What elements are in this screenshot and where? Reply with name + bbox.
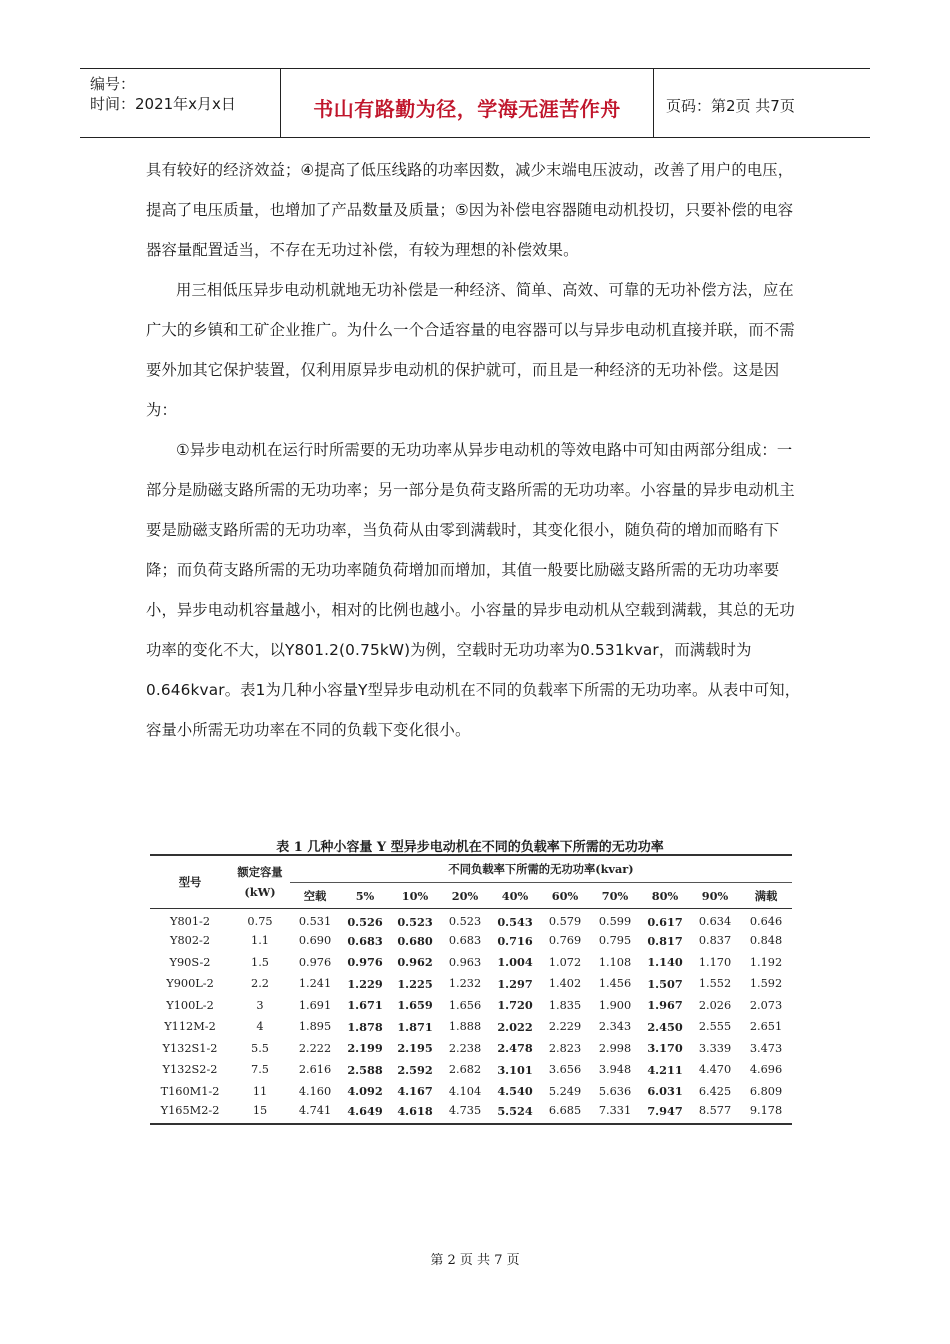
cell-value: 2.026 <box>698 998 732 1012</box>
cell-value: 0.523 <box>448 915 482 928</box>
cell-value: 0.526 <box>347 914 383 929</box>
cell-value: 1.671 <box>347 998 383 1013</box>
cell-value: 8.577 <box>690 1102 740 1124</box>
cell-model: Y802-2 <box>169 934 211 948</box>
col-header-rated-unit: (kW) <box>244 885 276 899</box>
load-header: 60% <box>540 883 590 909</box>
table-row <box>150 930 792 952</box>
load-header: 10% <box>390 883 440 909</box>
cell-value: 6.031 <box>647 1084 683 1099</box>
cell-value: 1.592 <box>749 977 783 991</box>
cell-value: 1.229 <box>347 976 383 991</box>
cell-value: 0.976 <box>298 955 332 969</box>
cell-value: 2.195 <box>397 1041 433 1056</box>
cell-value: 2.478 <box>497 1041 533 1056</box>
cell-value: 0.531 <box>298 915 332 928</box>
cell-value: 4.211 <box>647 1062 683 1077</box>
cell-rated: 11 <box>252 1084 268 1098</box>
table-row <box>150 1059 792 1081</box>
cell-value: 3.170 <box>647 1041 683 1056</box>
cell-rated: 0.75 <box>247 915 273 928</box>
cell-value: 4.470 <box>698 1063 732 1077</box>
cell-model: Y801-2 <box>169 915 211 928</box>
cell-model: Y100L-2 <box>166 998 214 1012</box>
cell-value: 2.073 <box>749 998 783 1012</box>
cell-model: Y132S2-2 <box>162 1063 218 1077</box>
cell-value: 1.871 <box>397 1019 433 1034</box>
cell-value: 4.160 <box>298 1084 332 1098</box>
cell-value: 1.835 <box>548 998 582 1012</box>
cell-value: 4.540 <box>497 1084 533 1099</box>
header-slogan: 书山有路勤为径，学海无涯苦作舟 <box>313 97 621 121</box>
cell-value: 1.507 <box>647 976 683 991</box>
cell-value: 0.817 <box>647 933 683 948</box>
cell-rated: 1.5 <box>251 955 269 969</box>
body-paragraph-3 <box>146 430 806 750</box>
load-header: 满载 <box>740 883 792 909</box>
table-row <box>150 952 792 974</box>
load-header: 70% <box>590 883 640 909</box>
cell-value: 0.769 <box>548 934 582 948</box>
cell-value: 0.962 <box>397 955 433 970</box>
cell-value: 5.249 <box>548 1084 582 1098</box>
cell-value: 0.617 <box>647 914 683 929</box>
cell-value: 0.680 <box>397 933 433 948</box>
cell-value: 3.339 <box>698 1041 732 1055</box>
cell-value: 4.649 <box>340 1102 390 1124</box>
cell-value: 1.659 <box>397 998 433 1013</box>
cell-value: 1.072 <box>548 955 582 969</box>
header-meta-cell <box>80 69 281 137</box>
paragraph-text: 具有较好的经济效益；④提高了低压线路的功率因数，减少末端电压波动，改善了用户的电压，提高了电压质量，也增加了产品数量及质量；⑤因为补偿电容器随电动机投切，只要补偿的电容器容量配置适当，不存在无功过补偿，有较为理想的补偿效果。 <box>146 161 794 259</box>
document-date-label: 时间：2021年x月x日 <box>90 95 236 113</box>
cell-value: 1.108 <box>598 955 632 969</box>
cell-value: 5.524 <box>490 1102 540 1124</box>
cell-value: 4.092 <box>347 1084 383 1099</box>
cell-model: Y132S1-2 <box>162 1041 218 1055</box>
table-row <box>150 1038 792 1060</box>
col-group-header-load: 不同负载率下所需的无功功率(kvar) <box>290 855 792 883</box>
cell-value: 0.716 <box>497 933 533 948</box>
cell-value: 4.104 <box>448 1084 482 1098</box>
cell-value: 2.199 <box>347 1041 383 1056</box>
cell-rated: 5.5 <box>251 1041 269 1055</box>
cell-value: 1.656 <box>448 998 482 1012</box>
table-row <box>150 995 792 1017</box>
cell-value: 2.238 <box>448 1041 482 1055</box>
cell-model: Y112M-2 <box>164 1020 216 1034</box>
cell-model: Y90S-2 <box>169 955 211 969</box>
cell-value: 0.543 <box>497 914 533 929</box>
load-header: 90% <box>690 883 740 909</box>
cell-rated: 1.1 <box>251 934 269 948</box>
cell-value: 0.690 <box>298 934 332 948</box>
cell-value: 0.579 <box>548 915 582 928</box>
load-header: 空载 <box>290 883 340 909</box>
load-header: 80% <box>640 883 690 909</box>
cell-value: 6.685 <box>540 1102 590 1124</box>
cell-value: 0.848 <box>749 934 783 948</box>
cell-value: 0.599 <box>598 915 632 928</box>
cell-value: 1.456 <box>598 977 632 991</box>
cell-value: 1.691 <box>298 998 332 1012</box>
cell-value: 4.696 <box>749 1063 783 1077</box>
body-paragraph-1 <box>146 150 806 270</box>
cell-value: 2.229 <box>548 1020 582 1034</box>
cell-rated: 4 <box>256 1020 264 1034</box>
cell-value: 4.741 <box>290 1102 340 1124</box>
cell-rated: 15 <box>230 1102 290 1124</box>
cell-value: 7.331 <box>590 1102 640 1124</box>
cell-value: 4.167 <box>397 1084 433 1099</box>
page-header <box>80 68 870 138</box>
cell-value: 2.616 <box>298 1063 332 1077</box>
cell-value: 9.178 <box>740 1102 792 1124</box>
cell-value: 2.222 <box>298 1041 332 1055</box>
cell-value: 2.682 <box>448 1063 482 1077</box>
cell-value: 7.947 <box>640 1102 690 1124</box>
paragraph-text: ①异步电动机在运行时所需要的无功功率从异步电动机的等效电路中可知由两部分组成：一部分是励磁支路所需的无功功率；另一部分是负荷支路所需的无功功率。小容量的异步电动机主要是励磁支路所需的无功功率，当负荷从由零到满载时，其变化很小，随负荷的增加而略有下降；而负荷支路所需的无功功率随负荷增加而增加，其值一般要比励磁支路所需的无功功率要小，异步电动机容量越小，相对的比例也越小。小容量的异步电动机从空载到满载，其总的无功功率的变化不大，以Y801.2(0.75kW)为例，空载时无功功率为0.531kvar，而满载时为0.646kvar。表1为几种小容量Y型异步电动机在不同的负载率下所需的无功功率。从表中可知，容量小所需无功功率在不同的负载下变化很小。 <box>146 441 801 739</box>
cell-value: 1.720 <box>497 998 533 1013</box>
load-header: 20% <box>440 883 490 909</box>
cell-value: 1.297 <box>497 976 533 991</box>
cell-value: 1.170 <box>698 955 732 969</box>
cell-value: 1.192 <box>749 955 783 969</box>
table-row <box>150 909 792 931</box>
cell-value: 0.795 <box>598 934 632 948</box>
header-page-cell <box>654 69 870 137</box>
cell-value: 1.878 <box>347 1019 383 1034</box>
cell-value: 0.634 <box>698 915 732 928</box>
cell-rated: 3 <box>256 998 264 1012</box>
cell-value: 0.683 <box>448 934 482 948</box>
cell-value: 6.809 <box>749 1084 783 1098</box>
paragraph-text: 用三相低压异步电动机就地无功补偿是一种经济、简单、高效、可靠的无功补偿方法，应在广大的乡镇和工矿企业推广。为什么一个合适容量的电容器可以与异步电动机直接并联，而不需要外加其它保护装置，仅利用原异步电动机的保护就可，而且是一种经济的无功补偿。这是因为： <box>146 281 795 419</box>
table-row <box>150 973 792 995</box>
cell-value: 2.651 <box>749 1020 783 1034</box>
cell-value: 3.656 <box>548 1063 582 1077</box>
col-header-rated <box>230 855 290 909</box>
cell-rated: 7.5 <box>251 1063 269 1077</box>
cell-value: 0.646 <box>749 915 783 928</box>
cell-model: Y900L-2 <box>166 977 214 991</box>
cell-value: 1.967 <box>647 998 683 1013</box>
cell-value: 1.402 <box>548 977 582 991</box>
cell-value: 0.837 <box>698 934 732 948</box>
cell-value: 3.473 <box>749 1041 783 1055</box>
cell-value: 2.022 <box>497 1019 533 1034</box>
page-footer: 第 2 页 共 7 页 <box>430 1253 520 1268</box>
cell-rated: 2.2 <box>251 977 269 991</box>
cell-value: 4.618 <box>390 1102 440 1124</box>
cell-value: 0.523 <box>397 914 433 929</box>
cell-value: 2.450 <box>647 1019 683 1034</box>
reactive-power-table <box>150 854 792 1125</box>
cell-value: 0.683 <box>347 933 383 948</box>
cell-value: 1.900 <box>598 998 632 1012</box>
cell-model: T160M1-2 <box>160 1084 220 1098</box>
header-slogan-cell <box>281 69 654 137</box>
body-paragraph-2 <box>146 270 806 430</box>
load-header: 5% <box>340 883 390 909</box>
document-number-label: 编号： <box>90 75 136 93</box>
cell-value: 2.998 <box>598 1041 632 1055</box>
table-body <box>150 909 792 1124</box>
cell-value: 2.592 <box>397 1062 433 1077</box>
cell-value: 1.225 <box>397 976 433 991</box>
cell-value: 2.823 <box>548 1041 582 1055</box>
table-row <box>150 1081 792 1103</box>
cell-value: 4.735 <box>440 1102 490 1124</box>
cell-value: 5.636 <box>598 1084 632 1098</box>
cell-value: 2.343 <box>598 1020 632 1034</box>
load-header: 40% <box>490 883 540 909</box>
cell-model: Y165M2-2 <box>150 1102 230 1124</box>
cell-value: 1.552 <box>698 977 732 991</box>
cell-value: 0.963 <box>448 955 482 969</box>
cell-value: 1.241 <box>298 977 332 991</box>
cell-value: 0.976 <box>347 955 383 970</box>
cell-value: 2.555 <box>698 1020 732 1034</box>
cell-value: 6.425 <box>698 1084 732 1098</box>
table-caption: 表 1 几种小容量 Y 型异步电动机在不同的负载率下所需的无功功率 <box>276 840 664 855</box>
cell-value: 3.948 <box>598 1063 632 1077</box>
col-header-rated-label: 额定容量 <box>237 865 283 879</box>
cell-value: 1.140 <box>647 955 683 970</box>
cell-value: 1.888 <box>448 1020 482 1034</box>
cell-value: 1.895 <box>298 1020 332 1034</box>
header-page-info: 页码：第2页 共7页 <box>666 97 795 115</box>
cell-value: 3.101 <box>497 1062 533 1077</box>
cell-value: 1.004 <box>497 955 533 970</box>
cell-value: 1.232 <box>448 977 482 991</box>
table-row <box>150 1102 792 1124</box>
col-header-model: 型号 <box>150 855 230 909</box>
table-row <box>150 1016 792 1038</box>
cell-value: 2.588 <box>347 1062 383 1077</box>
